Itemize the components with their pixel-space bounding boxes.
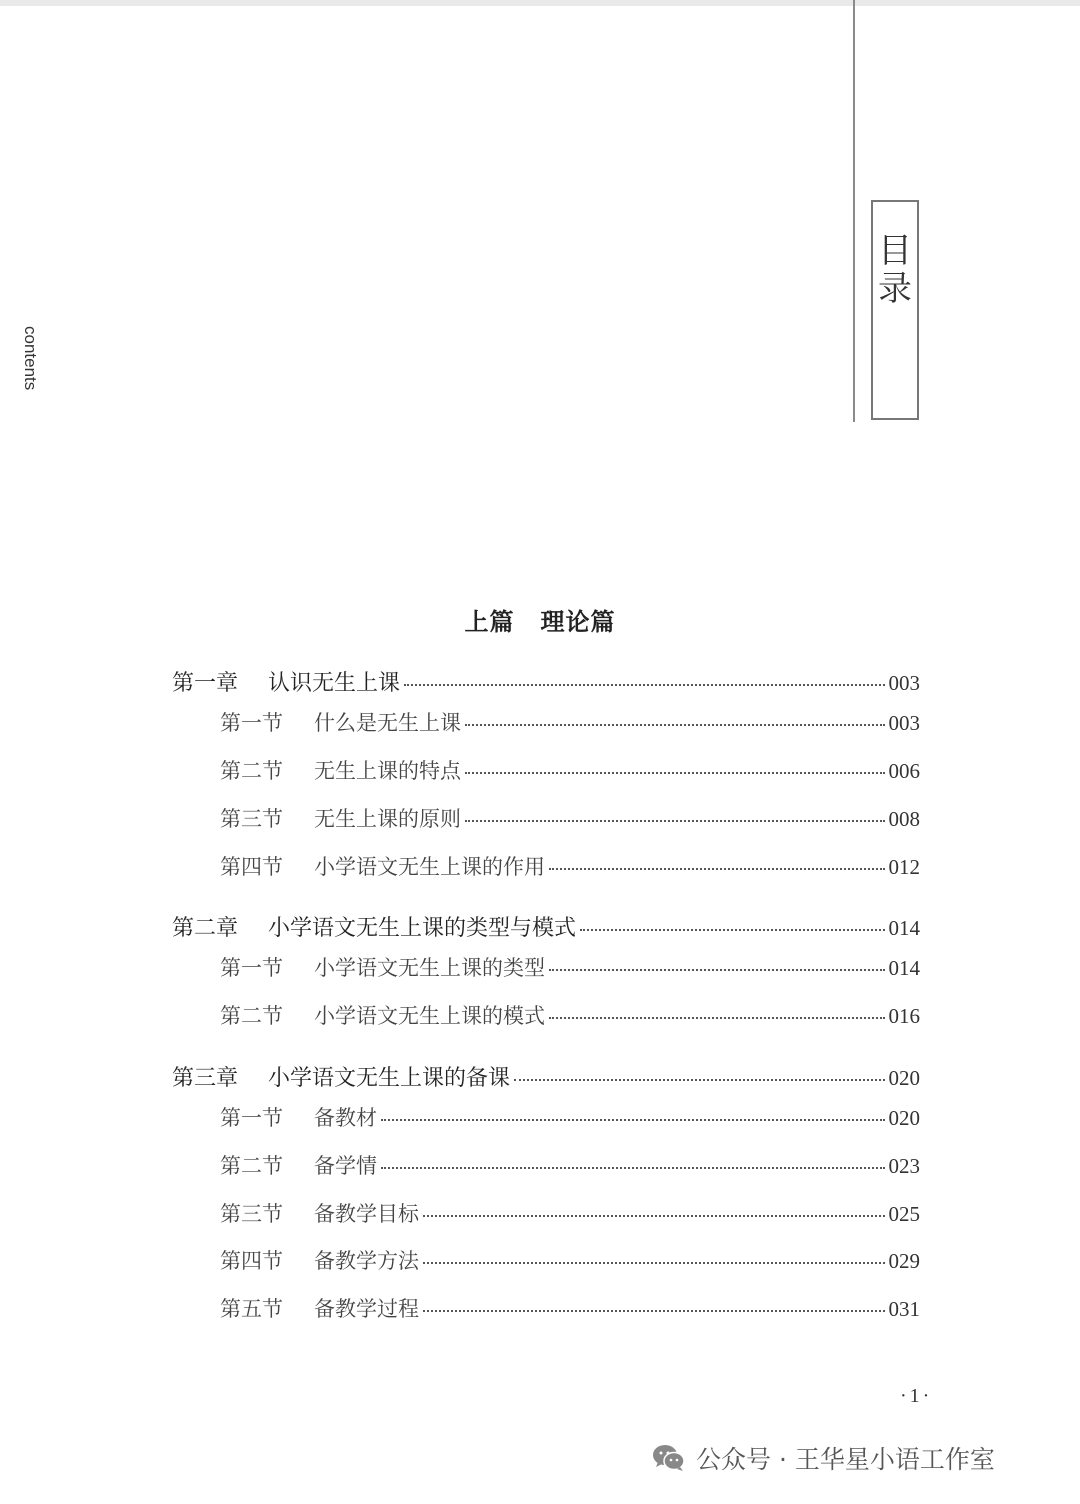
toc-label: 第四节 [220,855,283,879]
toc-label: 第二节 [220,759,283,783]
vertical-rule [853,0,855,422]
part-title [0,602,1080,637]
toc-title: 备教学目标 [314,1202,419,1226]
toc-section-row [220,1102,920,1132]
toc-label: 第一章 [172,671,239,696]
toc-chapter-row [172,1061,920,1092]
dot-leader [549,1016,885,1019]
toc-page-number: 020 [888,1066,920,1090]
toc-title: 备教学过程 [314,1297,419,1321]
toc-page-number: 006 [888,759,920,783]
contents-side-tab [871,200,919,420]
toc-label: 第三节 [220,807,283,831]
toc-page-number: 031 [888,1297,920,1321]
toc-page-number: 003 [888,711,920,735]
toc-label: 第四节 [220,1249,283,1273]
toc-chapter-row [172,666,920,697]
dot-leader [465,771,885,774]
toc-title: 认识无生上课 [268,671,401,696]
toc-title: 小学语文无生上课的类型与模式 [268,916,577,941]
toc-label: 第三节 [220,1202,283,1226]
toc-title: 小学语文无生上课的作用 [314,855,545,879]
toc-section-row [220,1000,920,1030]
toc-page-number: 014 [888,916,920,940]
dot-leader [423,1261,885,1264]
watermark-text: 公众号 · 王华星小语工作室 [696,1445,995,1474]
toc-title: 小学语文无生上课的备课 [268,1066,511,1091]
dot-leader [423,1309,885,1312]
toc-section-row [220,707,920,737]
toc-page-number: 008 [888,807,920,831]
contents-title-char-1: 目 [878,231,912,271]
toc-title: 什么是无生上课 [314,711,461,735]
toc-page-number: 023 [888,1154,920,1178]
part-title-right: 理论篇 [540,607,616,636]
toc-section-row [220,1293,920,1323]
toc-title: 备学情 [314,1154,377,1178]
wechat-icon [652,1443,686,1473]
toc-section-row [220,1198,920,1228]
contents-title-char-2: 录 [878,269,912,309]
toc-label: 第二章 [172,916,239,941]
toc-title: 备教材 [314,1106,377,1130]
toc-page-number: 014 [888,956,920,980]
toc-page-number: 029 [888,1249,920,1273]
watermark [652,1440,995,1476]
toc-label: 第五节 [220,1297,283,1321]
toc-title: 无生上课的特点 [314,759,461,783]
dot-leader [465,723,885,726]
toc-section-row [220,755,920,785]
dot-leader [423,1214,885,1217]
toc-section-row [220,851,920,881]
toc-chapter-row [172,911,920,942]
toc-label: 第三章 [172,1066,239,1091]
toc-section-row [220,1245,920,1275]
toc-label: 第二节 [220,1004,283,1028]
dot-leader [381,1118,885,1121]
toc-title: 无生上课的原则 [314,807,461,831]
page-number: ·1· [900,1385,933,1407]
dot-leader [381,1166,885,1169]
toc-label: 第一节 [220,956,283,980]
toc-section-row [220,1150,920,1180]
contents-subtitle: contents [21,326,40,391]
dot-leader [465,819,885,822]
toc-label: 第一节 [220,1106,283,1130]
dot-leader [404,683,884,686]
toc-section-row [220,803,920,833]
toc-page-number: 016 [888,1004,920,1028]
toc-label: 第二节 [220,1154,283,1178]
toc-page-number: 025 [888,1202,920,1226]
dot-leader [514,1078,884,1081]
toc-title: 小学语文无生上课的类型 [314,956,545,980]
toc-title: 小学语文无生上课的模式 [314,1004,545,1028]
dot-leader [549,867,885,870]
toc-page-number: 012 [888,855,920,879]
toc-section-row [220,952,920,982]
part-title-left: 上篇 [464,607,515,636]
toc-title: 备教学方法 [314,1249,419,1273]
contents-title [873,232,917,308]
toc-page-number: 020 [888,1106,920,1130]
dot-leader [580,928,884,931]
toc-label: 第一节 [220,711,283,735]
toc-page-number: 003 [888,671,920,695]
top-edge-shade [0,0,1080,6]
dot-leader [549,968,885,971]
